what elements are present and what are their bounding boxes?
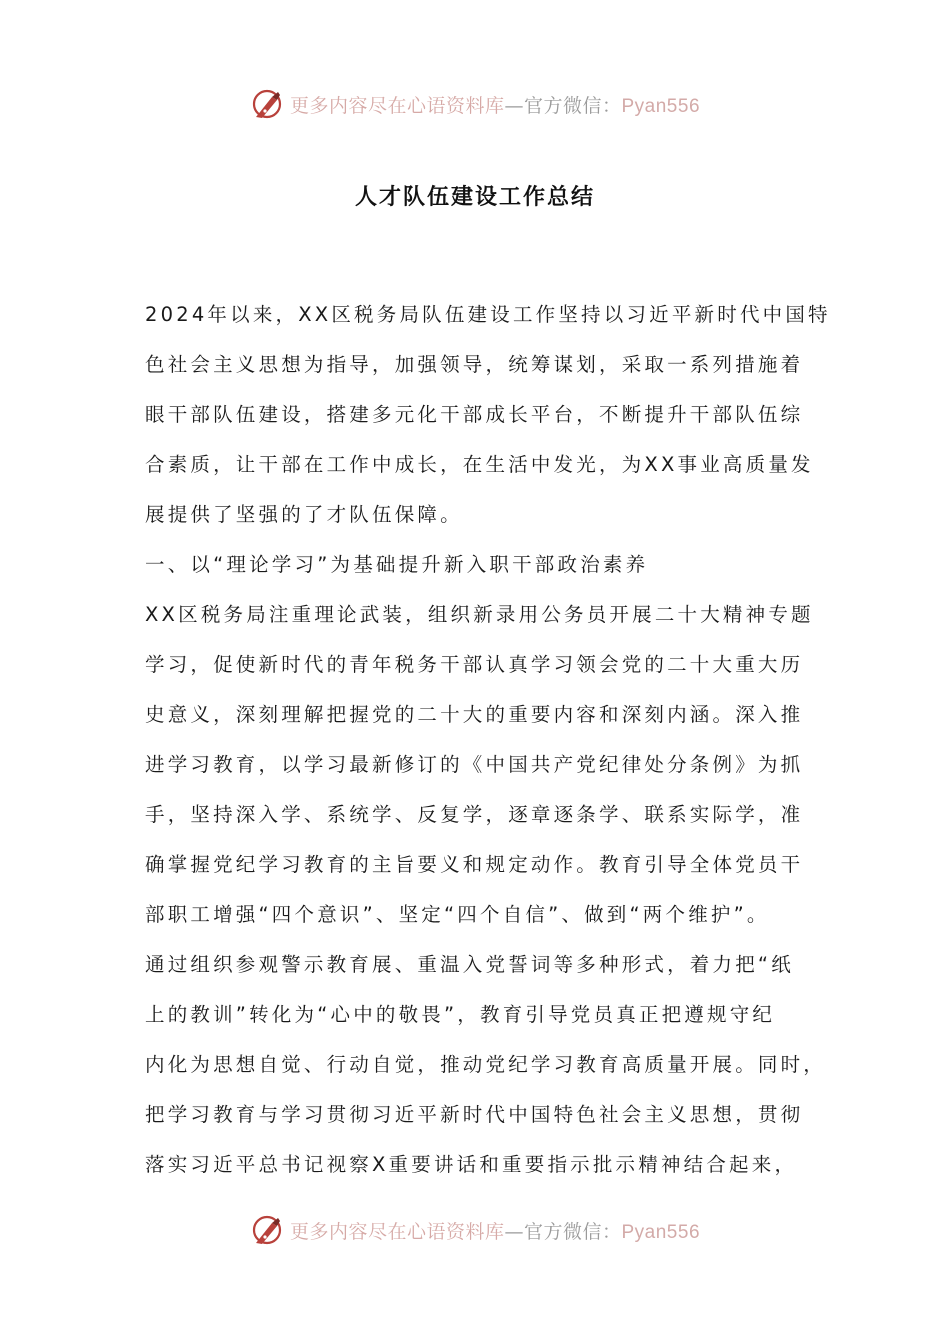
document-body: [145, 290, 831, 1190]
footer-watermark-text: [290, 1217, 700, 1244]
section-heading: 一、以“理论学习”为基础提升新入职干部政治素养: [145, 553, 649, 576]
text-line: 史意义，深刻理解把握党的二十大的重要内容和深刻内涵。深入推: [145, 703, 804, 726]
text-line: 部职工增强“四个意识”、坚定“四个自信”、做到“两个维护”。: [145, 903, 770, 926]
text-line: 眼干部队伍建设，搭建多元化干部成长平台，不断提升干部队伍综: [145, 403, 804, 426]
header-watermark-banner: [0, 84, 950, 124]
text-line: 手，坚持深入学、系统学、反复学，逐章逐条学、联系实际学，准: [145, 803, 804, 826]
text-line: 通过组织参观警示教育展、重温入党誓词等多种形式，着力把“纸: [145, 953, 794, 976]
pen-nib-logo-icon: [250, 1213, 284, 1247]
text-line: 内化为思想自觉、行动自觉，推动党纪学习教育高质量开展。同时，: [145, 1053, 827, 1076]
footer-wechat-id: Pyan556: [621, 1221, 701, 1243]
text-line: 色社会主义思想为指导，加强领导，统筹谋划，采取一系列措施着: [145, 353, 804, 376]
text-line: 学习，促使新时代的青年税务干部认真学习领会党的二十大重大历: [145, 653, 804, 676]
document-title: 人才队伍建设工作总结: [354, 184, 595, 210]
text-line: 进学习教育，以学习最新修订的《中国共产党纪律处分条例》为抓: [145, 753, 804, 776]
text-line: 把学习教育与学习贯彻习近平新时代中国特色社会主义思想，贯彻: [145, 1103, 804, 1126]
header-wechat-id: Pyan556: [621, 95, 701, 117]
text-line: 确掌握党纪学习教育的主旨要义和规定动作。教育引导全体党员干: [145, 853, 804, 876]
text-line: XX区税务局注重理论武装，组织新录用公务员开展二十大精神专题: [145, 603, 814, 626]
header-official-text: —官方微信：: [504, 94, 622, 117]
text-line: 合素质，让干部在工作中成长，在生活中发光，为XX事业高质量发: [145, 453, 814, 476]
text-line: 展提供了坚强的了才队伍保障。: [145, 503, 463, 526]
text-line: 上的教训”转化为“心中的敬畏”，教育引导党员真正把遵规守纪: [145, 1003, 776, 1026]
footer-watermark-banner: [0, 1210, 950, 1250]
footer-official-text: —官方微信：: [504, 1220, 622, 1243]
header-brand-text: 更多内容尽在心语资料库: [289, 94, 505, 117]
footer-brand-text: 更多内容尽在心语资料库: [289, 1220, 505, 1243]
header-watermark-text: [290, 91, 700, 118]
text-line: 2024年以来，XX区税务局队伍建设工作坚持以习近平新时代中国特: [145, 303, 831, 326]
text-line: 落实习近平总书记视察X重要讲话和重要指示批示精神结合起来，: [145, 1153, 798, 1176]
pen-nib-logo-icon: [250, 87, 284, 121]
